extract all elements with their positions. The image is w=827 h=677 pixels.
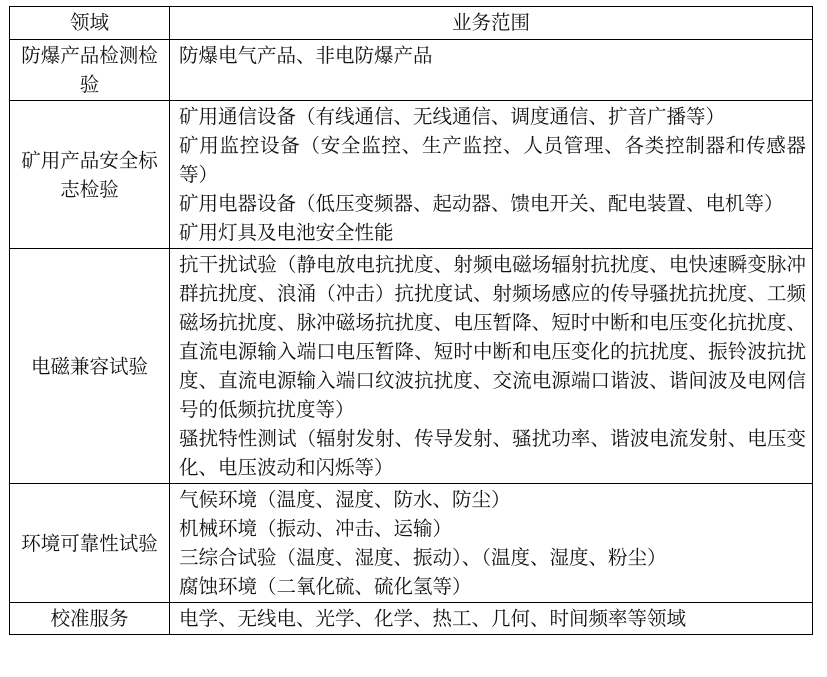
row-scope-cell — [170, 603, 813, 635]
header-scope: 业务范围 — [170, 7, 813, 40]
scope-spacer — [179, 70, 806, 99]
service-scope-table-container — [9, 6, 812, 635]
scope-item: 防爆电气产品、非电防爆产品 — [179, 44, 433, 67]
table-row — [10, 484, 813, 603]
row-scope-cell — [170, 249, 813, 484]
row-field-cell: 环境可靠性试验 — [10, 484, 170, 603]
row-field-cell: 校准服务 — [10, 603, 170, 635]
row-scope-cell — [170, 101, 813, 249]
scope-item: 三综合试验（温度、湿度、振动）、（温度、湿度、粉尘） — [179, 546, 667, 569]
scope-item: 骚扰特性测试（辐射发射、传导发射、骚扰功率、谐波电流发射、电压变化、电压波动和闪烁等） — [179, 427, 806, 479]
row-field-cell: 防爆产品检测检验 — [10, 40, 170, 101]
row-field-cell: 电磁兼容试验 — [10, 249, 170, 484]
scope-item: 矿用通信设备（有线通信、无线通信、调度通信、扩音广播等） — [179, 105, 726, 128]
scope-item: 气候环境（温度、湿度、防水、防尘） — [179, 488, 511, 511]
table-row — [10, 101, 813, 249]
scope-item: 抗干扰试验（静电放电抗扰度、射频电磁场辐射抗扰度、电快速瞬变脉冲群抗扰度、浪涌（冲击）抗扰度试、射频场感应的传导骚扰抗扰度、工频磁场抗扰度、脉冲磁场抗扰度、电压暂降、短时中断和电压变化抗扰度、直流电源输入端口电压暂降、短时中断和电压变化的抗扰度、振铃波抗扰度、直流电源输入端口纹波抗扰度、交流电源端口谐波、谐间波及电网信号的低频抗扰度等） — [179, 253, 806, 421]
row-scope-cell — [170, 484, 813, 603]
service-scope-table — [9, 6, 813, 635]
row-field-cell: 矿用产品安全标志检验 — [10, 101, 170, 249]
table-row — [10, 603, 813, 635]
row-scope-cell — [170, 40, 813, 101]
table-row — [10, 40, 813, 101]
scope-item: 矿用监控设备（安全监控、生产监控、人员管理、各类控制器和传感器等） — [179, 134, 806, 186]
scope-item: 腐蚀环境（二氧化硫、硫化氢等） — [179, 575, 472, 598]
table-header-row — [10, 7, 813, 40]
header-field: 领域 — [10, 7, 170, 40]
scope-item: 矿用电器设备（低压变频器、起动器、馈电开关、配电装置、电机等） — [179, 192, 784, 215]
scope-item: 电学、无线电、光学、化学、热工、几何、时间频率等领域 — [179, 607, 687, 630]
scope-item: 矿用灯具及电池安全性能 — [179, 221, 394, 244]
table-row — [10, 249, 813, 484]
scope-item: 机械环境（振动、冲击、运输） — [179, 517, 453, 540]
